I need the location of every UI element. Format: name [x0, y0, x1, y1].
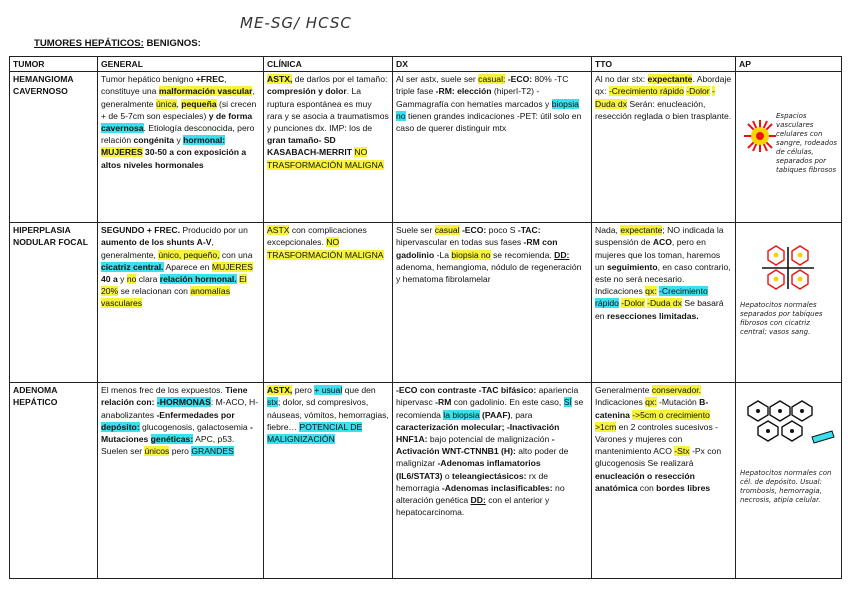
- text-segment: casual: [434, 225, 460, 236]
- text-segment: y: [174, 135, 184, 146]
- text-segment: , constituye una: [101, 74, 227, 97]
- text-segment: seguimiento: [606, 261, 658, 272]
- text-segment: tienen grandes indicaciones -PET: útil solo en caso de querer distinguir mtx: [396, 110, 582, 134]
- text-segment: único, pequeño,: [158, 249, 220, 260]
- text-segment: -RM: elección: [435, 86, 492, 97]
- text-segment: qx:: [645, 397, 657, 408]
- text-segment: , en caso contrario, este no será necesario. Indicaciones: [595, 261, 731, 297]
- text-segment: -Adenomas inclasificables:: [441, 482, 553, 493]
- clinica-cell: [264, 383, 393, 579]
- general-cell: [98, 72, 264, 223]
- text-segment: alto poder de malignizar: [396, 446, 569, 469]
- text-segment: SÍ: [563, 397, 572, 408]
- text-segment: ASTX,: [267, 74, 293, 85]
- text-segment: -Activación WNT-CTNNB1 (H):: [396, 434, 555, 457]
- ap-note: Hepatocitos normales separados por tabiques fibrosos con cicatriz central; vasos sang.: [740, 301, 823, 337]
- text-segment: cicatriz central.: [101, 261, 164, 272]
- text-segment: NO TRASFORMACIÓN MALIGNA: [267, 147, 384, 170]
- text-segment: bordes libres: [656, 482, 711, 493]
- text-segment: -Crecimiento rápido: [608, 86, 684, 97]
- col-header-dx: DX: [393, 57, 592, 72]
- text-segment: : M-ACO, H-anabolizantes: [101, 397, 259, 420]
- text-segment: -La: [434, 249, 452, 260]
- col-header-tto: TTO: [592, 57, 736, 72]
- text-segment: Aparece en: [163, 261, 212, 272]
- text-segment: 80% -TC triple fase: [396, 74, 569, 97]
- text-segment: con complicaciones excepcionales.: [267, 225, 367, 248]
- text-segment: hipervascular en todas sus fases: [396, 237, 524, 248]
- text-segment: + usual: [314, 385, 343, 396]
- text-segment: gran tamaño- SD KASABACH-MERRIT: [267, 135, 352, 158]
- text-segment: caracterización molecular;: [396, 421, 505, 432]
- text-segment: -ECO con contraste: [396, 385, 477, 396]
- text-segment: se relacionan con: [118, 286, 191, 297]
- header-row: [10, 57, 842, 72]
- text-segment: ; dolor, sd compresivos, náuseas, vómitos, hemorragias, fiebre…: [267, 397, 389, 432]
- text-segment: genéticas:: [150, 434, 194, 445]
- text-segment: -TAC:: [517, 225, 541, 236]
- dx-cell: [393, 383, 592, 579]
- text-segment: -RM: [435, 397, 452, 408]
- text-segment: poco S: [486, 225, 518, 236]
- text-segment: El menos frec de los expuestos.: [101, 385, 226, 396]
- text-segment: B-catenina: [595, 397, 709, 420]
- text-segment: pequeña: [181, 98, 217, 109]
- text-segment: -RM con gadolinio: [396, 237, 558, 260]
- text-segment: depósito:: [101, 421, 140, 432]
- text-segment: con una: [219, 249, 253, 260]
- text-segment: casual:: [478, 74, 506, 85]
- text-segment: , pero en mujeres que los toman, haremos un: [595, 237, 721, 272]
- text-segment: , generalmente: [101, 86, 255, 109]
- title-underlined: TUMORES HEPÁTICOS:: [34, 38, 144, 49]
- text-segment: -Mutaciones: [101, 421, 253, 445]
- tto-cell: [592, 72, 736, 223]
- text-segment: aumento de los shunts A-V: [101, 237, 212, 248]
- text-segment: stx: [267, 397, 278, 408]
- text-segment: adenoma, hemangioma, nódulo de regeneración y hematoma fibrolamelar: [396, 261, 582, 285]
- text-segment: . Etiología desconocida, pero relación: [101, 123, 255, 146]
- text-segment: (PAAF): [479, 409, 511, 420]
- text-segment: . Abordaje qx:: [595, 74, 732, 97]
- text-segment: o: [442, 470, 453, 481]
- text-segment: +FREC: [195, 74, 225, 85]
- tumor-name: ADENOMA HEPÁTICO: [10, 383, 98, 579]
- text-segment: expectante: [647, 74, 693, 85]
- text-segment: se recomienda.: [490, 249, 555, 260]
- text-segment: no alteración genética: [396, 482, 565, 506]
- text-segment: expectante: [620, 225, 663, 236]
- text-segment: glucogenosis, galactosemia: [139, 421, 251, 432]
- page-title: [34, 38, 201, 49]
- text-segment: (si crecen + de 5-7cm son especiales): [101, 98, 257, 121]
- table-row-adenoma: [10, 383, 842, 579]
- text-segment: única: [155, 98, 177, 109]
- text-segment: únicos: [144, 446, 170, 457]
- text-segment: rx de hemorragia: [396, 470, 549, 493]
- hnf-drawing-icon: [758, 243, 818, 293]
- text-segment: Producido por un: [180, 225, 248, 236]
- text-segment: se recomienda: [396, 397, 584, 420]
- text-segment: Serán: enucleación, resección reglada o bien trasplante.: [595, 98, 732, 121]
- col-header-general: GENERAL: [98, 57, 264, 72]
- general-cell: [98, 383, 264, 579]
- text-segment: apariencia hipervasc: [396, 385, 579, 408]
- dx-cell: [393, 72, 592, 223]
- text-segment: MUJERES: [211, 261, 253, 272]
- text-segment: teleangiectásicos:: [452, 470, 527, 481]
- text-segment: Nada,: [595, 225, 621, 236]
- title-rest: BENIGNOS:: [143, 38, 201, 49]
- text-segment: Indicaciones: [595, 397, 646, 408]
- text-segment: -Mutación: [656, 397, 700, 408]
- text-segment: Tumor hepático benigno: [101, 74, 196, 85]
- text-segment: Generalmente: [595, 385, 652, 396]
- ap-cell: [736, 223, 842, 383]
- text-segment: Se basará en: [595, 298, 724, 321]
- text-segment: hormonal:: [183, 135, 226, 146]
- dx-cell: [393, 223, 592, 383]
- tto-cell: [592, 223, 736, 383]
- text-segment: -TAC bifásico:: [478, 385, 537, 396]
- text-segment: con gadolinio. En este caso,: [451, 397, 564, 408]
- text-segment: que den: [342, 385, 376, 396]
- tumor-name: HEMANGIOMA CAVERNOSO: [10, 72, 98, 223]
- text-segment: (hiperI-T2) -Gammagrafía con hematíes marcados y: [396, 86, 552, 109]
- text-segment: . La ruptura espontánea es muy rara y se asocia a traumatismos y punciones dx. IMP: los de: [267, 86, 389, 134]
- text-segment: resecciones limitadas.: [606, 310, 699, 321]
- tto-cell: [592, 383, 736, 579]
- adenoma-drawing-icon: [740, 393, 836, 453]
- text-segment: biopsia no: [396, 98, 579, 121]
- text-segment: Suele ser: [396, 225, 435, 236]
- text-segment: DD:: [470, 495, 486, 506]
- text-segment: y de forma: [208, 110, 253, 121]
- text-segment: GRANDES: [191, 446, 234, 457]
- text-segment: -Crecimiento rápido: [595, 286, 708, 309]
- text-segment: -Inactivación HNF1A:: [396, 421, 560, 445]
- text-segment: ; NO indicada la suspensión de: [595, 225, 724, 248]
- text-segment: -Adenomas inflamatorios (IL6/STAT3): [396, 458, 541, 481]
- col-header-clinica: CLÍNICA: [264, 57, 393, 72]
- table-row-hemangioma: [10, 72, 842, 223]
- text-segment: pero: [292, 385, 315, 396]
- text-segment: cavernosa: [101, 123, 144, 134]
- tumor-name: HIPERPLASIA NODULAR FOCAL: [10, 223, 98, 383]
- text-segment: enucleación o resección anatómica: [595, 470, 695, 493]
- text-segment: qx:: [645, 286, 657, 297]
- text-segment: biopsia no: [451, 249, 491, 260]
- text-segment: -Duda dx: [647, 298, 682, 309]
- text-segment: Tiene relación con:: [101, 385, 248, 408]
- text-segment: Al no dar stx:: [595, 74, 648, 85]
- col-header-ap: AP: [736, 57, 842, 72]
- text-segment: 30-50 a con exposición a altos niveles hormonales: [101, 147, 247, 170]
- ap-cell: [736, 383, 842, 579]
- text-segment: SEGUNDO + FREC.: [101, 225, 181, 236]
- text-segment: y: [117, 274, 127, 285]
- text-segment: -ECO:: [461, 225, 487, 236]
- general-cell: [98, 223, 264, 383]
- text-segment: compresión y dolor: [267, 86, 347, 97]
- text-segment: APC, p53. Suelen ser: [101, 434, 235, 457]
- ap-note: Hepatocitos normales con cél. de depósito. Usual: trombosis, hemorragia, necrosis, atipia celular.: [740, 469, 832, 505]
- text-segment: en 2 controles sucesivos -Varones y mujeres con mantenimiento ACO: [595, 421, 719, 457]
- text-segment: -HORMONAS: [156, 397, 211, 408]
- text-segment: -Enfermedades por: [156, 409, 235, 420]
- text-segment: -Dolor: [621, 298, 645, 309]
- text-segment: DD:: [554, 249, 570, 260]
- ap-cell: [736, 72, 842, 223]
- text-segment: , para: [510, 409, 533, 420]
- text-segment: con el anterior y hepatocarcinoma.: [396, 495, 550, 518]
- text-segment: ASTX: [267, 225, 290, 236]
- text-segment: no: [126, 274, 137, 285]
- text-segment: ACO: [652, 237, 672, 248]
- text-segment: bajo potencial de malignización: [427, 434, 552, 445]
- text-segment: malformación vascular: [158, 86, 253, 97]
- handwritten-header: ME-SG/ HCSC: [240, 14, 352, 32]
- text-segment: El 20%: [101, 274, 247, 297]
- clinica-cell: [264, 72, 393, 223]
- text-segment: pero: [169, 446, 192, 457]
- text-segment: Al ser astx, suele ser: [396, 74, 479, 85]
- text-segment: ASTX,: [267, 385, 293, 396]
- text-segment: -Px con glucogenosis Se realizará: [595, 446, 722, 469]
- text-segment: -Dolor: [686, 86, 710, 97]
- text-segment: la biopsia: [443, 409, 480, 420]
- text-segment: de darlos por el tamaño:: [292, 74, 388, 85]
- text-segment: -Duda dx: [595, 86, 715, 109]
- text-segment: , generalmente,: [101, 237, 214, 260]
- text-segment: -ECO:: [507, 74, 533, 85]
- text-segment: 40 a: [101, 274, 118, 285]
- text-segment: clara: [136, 274, 160, 285]
- text-segment: MUJERES: [101, 147, 143, 158]
- table-row-hnf: [10, 223, 842, 383]
- text-segment: con: [637, 482, 657, 493]
- col-header-tumor: TUMOR: [10, 57, 98, 72]
- text-segment: POTENCIAL DE MALIGNIZACIÓN: [267, 421, 363, 445]
- tumors-table: [9, 56, 842, 579]
- text-segment: conservador.: [651, 385, 702, 396]
- text-segment: anomalías vasculares: [101, 286, 230, 309]
- ap-note: Espacios vasculares celulares con sangre, rodeados de células, separados por tabiques fibrosos: [776, 112, 838, 175]
- clinica-cell: [264, 223, 393, 383]
- text-segment: -Stx: [674, 446, 690, 457]
- hemangioma-drawing-icon: [740, 116, 780, 156]
- text-segment: congénita: [133, 135, 175, 146]
- text-segment: ,: [176, 98, 182, 109]
- text-segment: relación hormonal.: [159, 274, 237, 285]
- text-segment: ->5cm o crecimiento >1cm: [595, 409, 710, 432]
- text-segment: NO TRASFORMACIÓN MALIGNA: [267, 237, 384, 260]
